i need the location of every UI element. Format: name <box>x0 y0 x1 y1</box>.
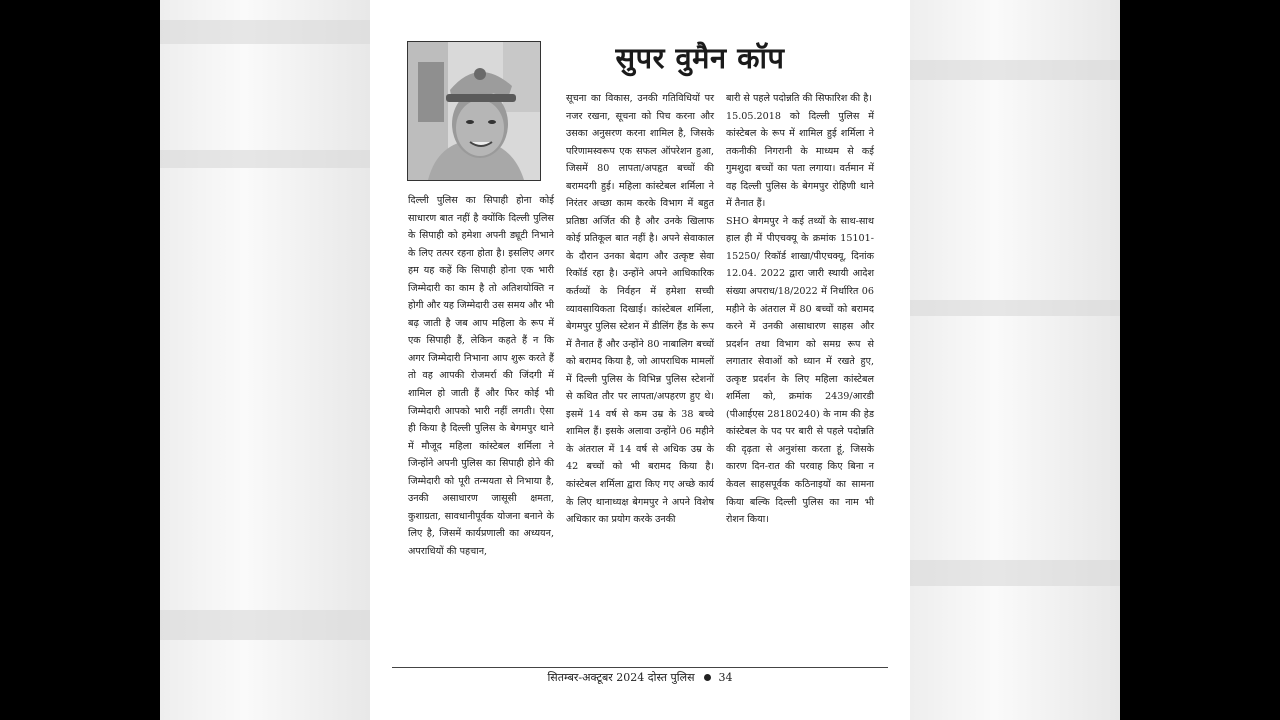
column-3-paragraph-1: बारी से पहले पदोन्नति की सिफारिश की है। <box>726 93 872 104</box>
footer-issue-text: सितम्बर-अक्टूबर 2024 दोस्त पुलिस <box>547 671 695 684</box>
page-footer <box>370 670 910 685</box>
magazine-page <box>370 0 910 720</box>
blurred-background-left <box>160 0 370 720</box>
blurred-background-right <box>910 0 1120 720</box>
article-column-3 <box>726 90 874 529</box>
officer-photo <box>407 41 541 181</box>
article-title: सुपर वुमैन कॉप <box>615 41 785 75</box>
page-number: 34 <box>718 671 733 684</box>
column-3-paragraph-2: 15.05.2018 को दिल्ली पुलिस में कांस्टेबल के रूप में शामिल हुई शर्मिला ने तकनीकी निगरानी के माध्यम से कई गुमशुदा बच्चों का पता लगाया। वर्तमान में वह दिल्ली पुलिस के बेगमपुर रोहिणी थाने में तैनात हैं। <box>726 110 874 210</box>
column-1-paragraph: दिल्ली पुलिस का सिपाही होना कोई साधारण बात नहीं है क्योंकि दिल्ली पुलिस के सिपाही को हमेशा अपनी ड्यूटी निभाने के लिए तत्पर रहना होता है। इसलिए अगर हम यह कहें कि सिपाही होना एक भारी जिम्मेदारी का काम है तो अतिशयोक्ति न होगी और यह जिम्मेदारी उस समय और भी बढ़ जाती है जब आप महिला के रूप में एक सिपाही हैं, लेकिन कहते हैं न कि अगर जिम्मेदारी निभाना आप शुरू करते हैं तो वह आपकी रोजमर्रा की जिंदगी में शामिल हो जाती हैं और फिर कोई भी जिम्मेदारी आपको भारी नहीं लगती। ऐसा ही किया है दिल्ली पुलिस के बेगमपुर थाने में मौजूद महिला कांस्टेबल शर्मिला ने जिन्होंने अपनी पुलिस का सिपाही होने की जिम्मेदारी को पूरी तन्मयता से निभाया है, उनकी असाधारण जासूसी क्षमता, कुशाग्रता, सावधानीपूर्वक योजना बनाने के लिए है, जिसमें कार्यप्रणाली का अध्ययन, अपराधियों की पहचान, <box>408 195 554 557</box>
column-2-paragraph: सूचना का विकास, उनकी गतिविधियों पर नजर रखना, सूचना को पिच करना और उसका अनुसरण करना शामिल है, जिसके परिणामस्वरूप एक सफल ऑपरेशन हुआ, जिसमें 80 लापता/अपहृत बच्चों की बरामदगी हुई। महिला कांस्टेबल शर्मिला ने निरंतर अच्छा काम करके विभाग में बहुत प्रतिष्ठा अर्जित की है और उनके खिलाफ कोई प्रतिकूल बात नहीं है। अपने सेवाकाल के दौरान उनका बेदाग और उत्कृष्ट सेवा रिकॉर्ड रहा है। उन्होंने अपने आधिकारिक कर्तव्यों के निर्वहन में हमेशा सच्ची व्यावसायिकता दिखाई। कांस्टेबल शर्मिला, बेगमपुर पुलिस स्टेशन में डीलिंग हैंड के रूप में तैनात हैं और उन्होंने 80 नाबालिग बच्चों को बरामद किया है, जो आपराधिक मामलों में दिल्ली पुलिस के विभिन्न पुलिस स्टेशनों से कथित तौर पर लापता/अपहरण हुए थे। इसमें 14 वर्ष से कम उम्र के 38 बच्चे शामिल हैं। इसके अलावा उन्होंने 06 महीने के अंतराल में 14 वर्ष से अधिक उम्र के 42 बच्चों को भी बरामद किया है। कांस्टेबल शर्मिला द्वारा किए गए अच्छे कार्य के लिए थानाध्यक्ष बेगमपुर ने अपने विशेष अधिकार का प्रयोग करके उनकी <box>566 93 714 526</box>
article-column-1 <box>408 192 554 560</box>
officer-portrait-image <box>408 42 540 180</box>
article-column-2 <box>566 90 714 529</box>
column-3-paragraph-3: SHO बेगमपुर ने कई तथ्यों के साथ-साथ हाल ही में पीएचक्यू के क्रमांक 15101-15250/ रिकॉर्ड शाखा/पीएचक्यू, दिनांक 12.04. 2022 द्वारा जारी स्थायी आदेश संख्या अपराध/18/2022 में निर्धारित 06 महीने के अंतराल में 80 बच्चों को बरामद करने में उनकी असाधारण साहस और प्रदर्शन तथा विभाग को समग्र रूप से लगातार सेवाओं को ध्यान में रखते हुए, उत्कृष्ट प्रदर्शन के लिए महिला कांस्टेबल शर्मिला को, क्रमांक 2439/आरडी (पीआईएस 28180240) के नाम की हेड कांस्टेबल के पद पर बारी से पहले पदोन्नति की दृढ़ता से अनुशंसा करता हूं, जिसके कारण दिन-रात की परवाह किए बिना न केवल साहसपूर्वक कठिनाइयों का सामना किया बल्कि दिल्ली पुलिस का नाम भी रोशन किया। <box>726 215 874 526</box>
bullet-icon <box>704 674 711 681</box>
footer-divider <box>392 667 888 668</box>
